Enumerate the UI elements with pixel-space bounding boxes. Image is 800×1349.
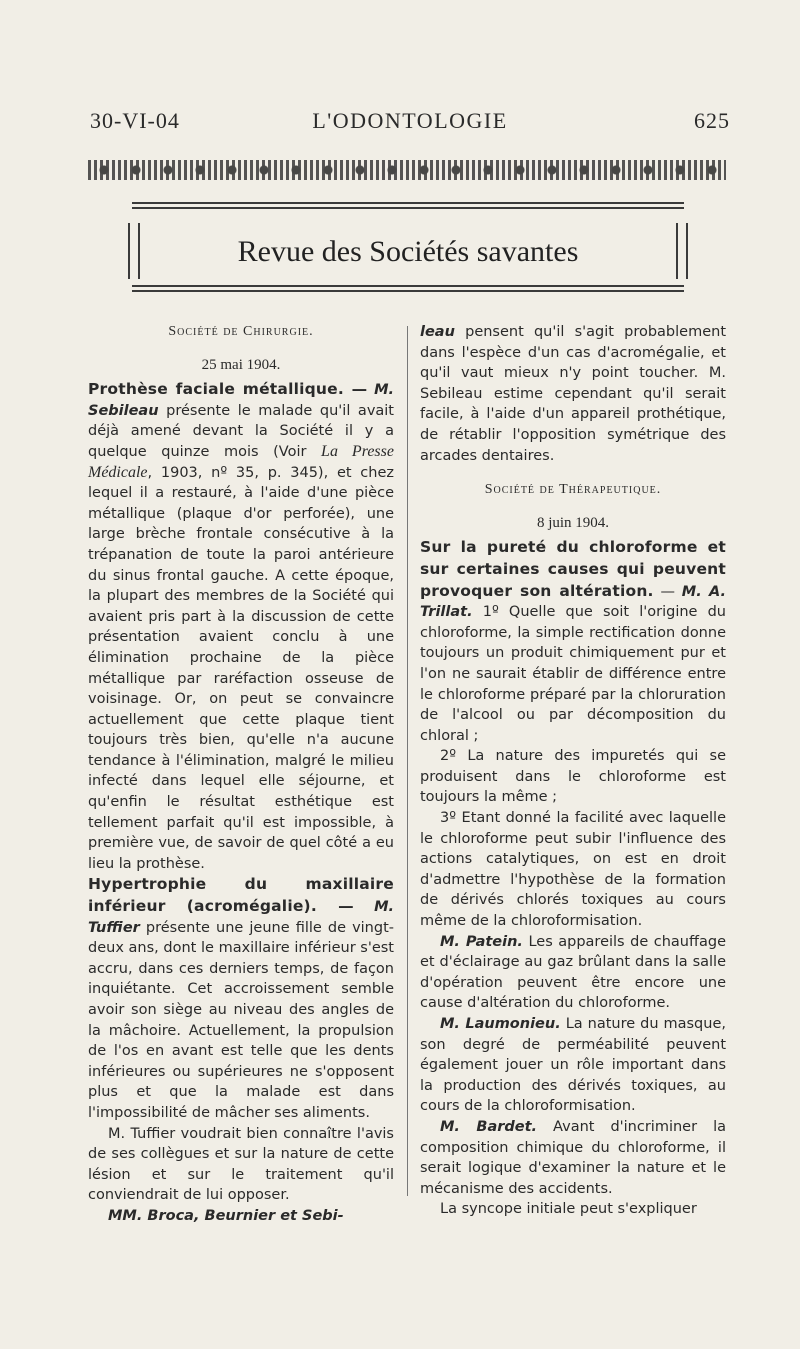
author-name: M. Laumonieu. [440, 1016, 561, 1032]
author-name: M. Tuffier [88, 899, 394, 936]
article-paragraph [88, 874, 394, 1123]
article-paragraph [420, 1117, 726, 1199]
article-text: La nature du masque, son degré de perméabilité peuvent également jouer un rôle important dans la production des dérivés toxiques, au cours de la chloroformisation. [420, 1016, 726, 1115]
running-head [90, 108, 730, 138]
rubric-title-frame [132, 202, 684, 292]
article-heading: Prothèse faciale métallique. — [88, 380, 368, 399]
author-name: M. A. Trillat. [420, 583, 726, 621]
page-number: 625 [694, 108, 730, 133]
header-date: 30-VI-04 [90, 108, 180, 133]
society-heading-therapeutique: Société de Thérapeutique. [484, 482, 662, 498]
author-names: MM. Broca, Beurnier et Sebi- [108, 1207, 344, 1224]
right-column [420, 322, 726, 1220]
article-paragraph [88, 379, 394, 874]
article-text: Avant d'incriminer la composition chimique du chloroforme, il serait logique d'examiner la nature et le mécanisme des accidents. [420, 1118, 726, 1197]
article-paragraph: 2º La nature des impuretés qui se produisent dans le chloroforme est toujours la même ; [420, 748, 726, 806]
article-heading: Hypertrophie du maxillaire inférieur (acromégalie). — [88, 875, 394, 916]
society-heading-chirurgie: Société de Chirurgie. [168, 324, 314, 339]
article-paragraph [420, 537, 726, 746]
journal-reference: La Presse Médicale [88, 442, 394, 481]
left-column [88, 322, 394, 1227]
session-date: 8 juin 1904. [536, 514, 610, 531]
article-paragraph: La syncope initiale peut s'expliquer [440, 1201, 697, 1218]
article-heading: Sur la pureté du chloroforme et sur certaines causes qui peuvent provoquer son altération. [420, 538, 726, 600]
article-paragraph: M. Tuffier voudrait bien connaître l'avis de ses collègues et sur la nature de cette lésion et sur le traitement qu'il conviendrait de lui opposer. [88, 1125, 394, 1204]
author-name: M. Sebileau [88, 382, 394, 419]
session-date: 25 mai 1904. [201, 356, 281, 373]
dash: — [653, 583, 682, 600]
journal-title: L'ODONTOLOGIE [312, 108, 508, 133]
article-paragraph [420, 1014, 726, 1117]
article-paragraph: 3º Etant donné la facilité avec laquelle le chloroforme peut subir l'influence des actions catalytiques, on est en droit d'admettre l'hypothèse de la formation de dérivés chlorés toxiques au cours même de la chloroformisation. [420, 810, 726, 930]
author-name: M. Bardet. [440, 1118, 538, 1135]
article-text: pensent qu'il s'agit probablement dans l'espèce d'un cas d'acromégalie, et qu'il vaut mieux n'y point toucher. M. Sebileau estime cependant qu'il serait facile, à l'aide d'un appareil prothétique, de rétablir l'opposition symétrique des arcades dentaires. [420, 324, 726, 464]
author-name: M. Patein. [440, 933, 523, 950]
author-name: leau [420, 324, 455, 340]
decorative-ornament-band [88, 160, 726, 180]
article-paragraph [420, 322, 726, 466]
article-text: 1º Quelle que soit l'origine du chloroforme, la simple rectification donne toujours un produit chimiquement pur et l'on ne saurait établir de différence entre le chloroforme préparé par la chloruration de l'alcool ou par décomposition du chloral ; [420, 604, 726, 744]
article-text: présente le malade qu'il avait déjà amené devant la Société il y a quelque quinze mois (Voir [88, 402, 394, 460]
article-paragraph [88, 1206, 394, 1227]
article-text: présente une jeune fille de vingt-deux ans, dont le maxillaire inférieur s'est accru, dans ces derniers temps, de façon inquiétante. Cet accroissement semble avoir son siège au niveau des angles de la mâchoire. Actuellement, la propulsion de l'os en avant est telle que les dents inférieures ou supérieures ne s'opposent plus et que la malade est dans l'impossibilité de mâcher ses aliments. [88, 919, 394, 1121]
rubric-title: Revue des Sociétés savantes [237, 235, 579, 268]
column-divider [407, 326, 408, 1196]
article-paragraph [420, 932, 726, 1014]
article-text: , 1903, nº 35, p. 345), et chez lequel il a restauré, à l'aide d'une pièce métallique (plaque d'or perforée), une large brèche frontale consécutive à la trépanation de toute la paroi antérieure du sinus frontal gauche. A cette époque, la plupart des membres de la Société qui avaient pris part à la discussion de cette présentation avaient conclu à une élimination prochaine de la pièce métallique par raréfaction osseuse de voisinage. Or, on peut se convaincre actuellement que cette plaque tient toujours très bien, qu'elle n'a aucune tendance à l'élimination, malgré le milieu infecté dans lequel elle séjourne, et qu'enfin le résultat esthétique est tellement parfait qu'il est impossible, à première vue, de savoir de quel côté a eu lieu la prothèse. [88, 464, 394, 872]
article-text: Les appareils de chauffage et d'éclairage au gaz brûlant dans la salle d'opération peuvent être encore une cause d'altération du chloroforme. [420, 933, 726, 1012]
